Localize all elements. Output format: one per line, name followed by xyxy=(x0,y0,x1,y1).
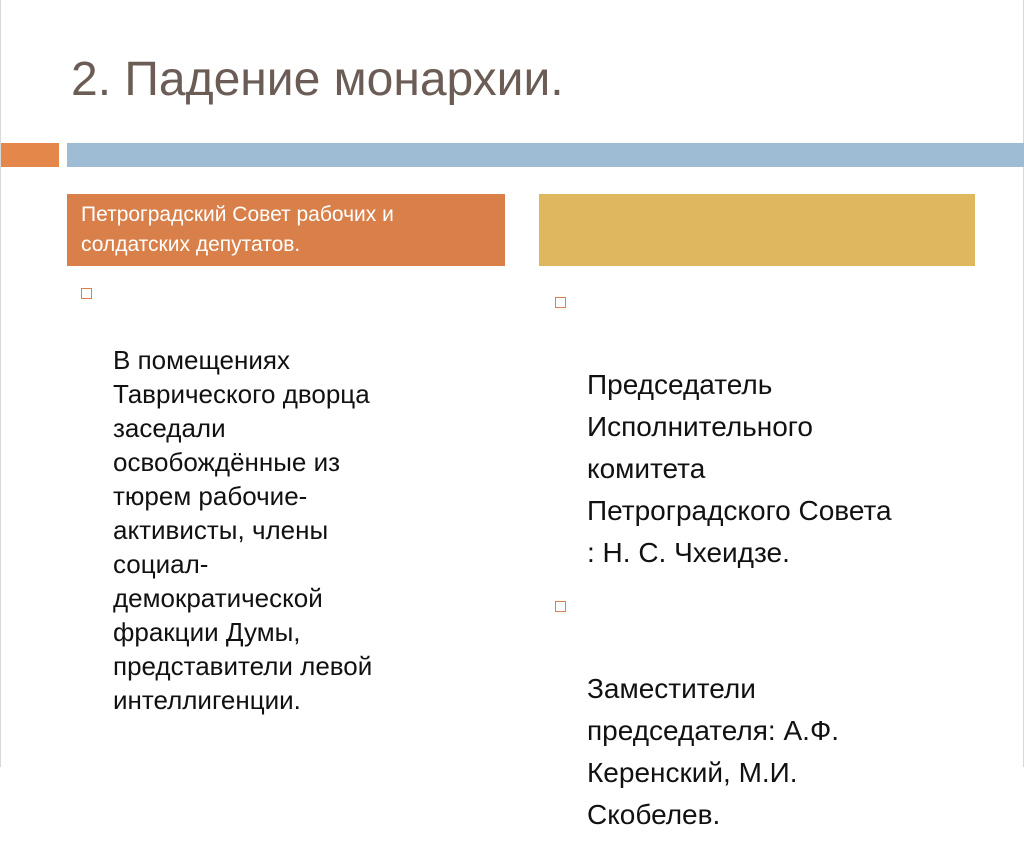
list-item-text: В помещениях Таврического дворца заседали освобождённые из тюрем рабочие- активисты, члены социал- демократической фракции Думы, представители левой интеллигенции. xyxy=(113,345,373,715)
left-column-header xyxy=(67,194,505,266)
list-item-text: Заместители председателя: А.Ф. Керенский, М.И. Скобелев. xyxy=(587,673,840,830)
slide-title: 2. Падение монархии. xyxy=(71,53,564,106)
list-item xyxy=(549,584,999,836)
accent-bar-blue xyxy=(67,143,1024,167)
right-column-header xyxy=(539,194,975,266)
square-bullet-icon xyxy=(555,601,566,612)
list-item-text: Председатель Исполнительного комитета Петроградского Совета : Н. С. Чхеидзе. xyxy=(587,369,892,568)
accent-bar-orange xyxy=(1,143,59,167)
left-column-content xyxy=(75,275,515,717)
right-column-content xyxy=(549,280,999,846)
square-bullet-icon xyxy=(555,297,566,308)
left-column-header-text: Петроградский Совет рабочих и солдатских депутатов. xyxy=(81,203,394,256)
square-bullet-icon xyxy=(81,288,92,299)
list-item xyxy=(75,275,515,717)
list-item xyxy=(549,280,999,574)
